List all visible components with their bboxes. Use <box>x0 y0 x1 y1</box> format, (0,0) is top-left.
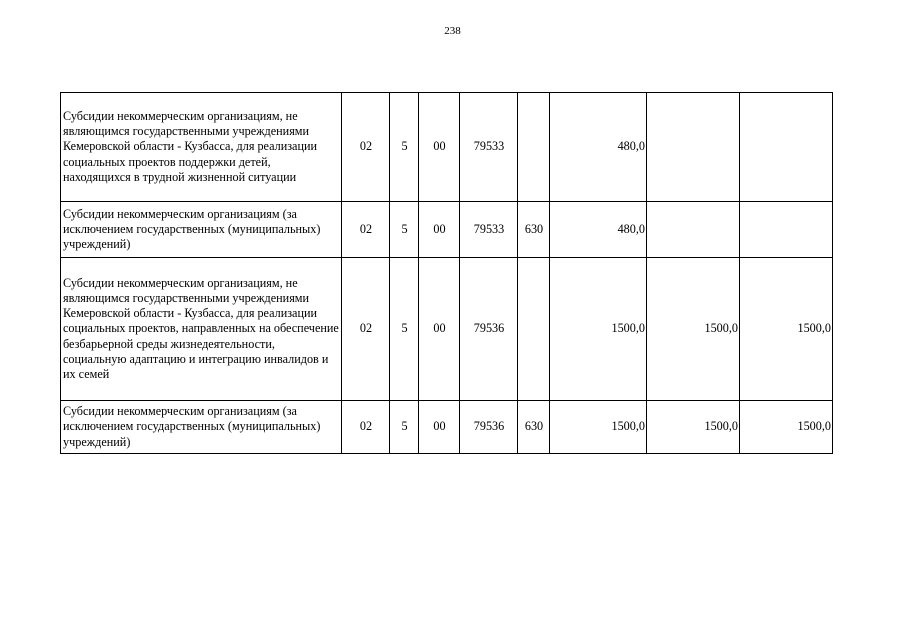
direction-code-cell: 79536 <box>460 401 518 454</box>
table-row <box>61 93 833 202</box>
section-code-cell: 02 <box>342 401 390 454</box>
direction-code-cell: 79536 <box>460 258 518 401</box>
subprogram-code-cell: 00 <box>419 258 460 401</box>
program-code-cell: 5 <box>390 401 419 454</box>
amount-year2-cell <box>647 93 740 202</box>
expense-type-cell: 630 <box>518 401 550 454</box>
page-number: 238 <box>444 25 461 37</box>
subprogram-code-cell: 00 <box>419 93 460 202</box>
table-row <box>61 202 833 258</box>
subprogram-code-cell: 00 <box>419 202 460 258</box>
amount-year3-cell <box>740 93 833 202</box>
amount-year2-cell: 1500,0 <box>647 258 740 401</box>
budget-table <box>60 92 833 454</box>
table-row <box>61 401 833 454</box>
expense-type-cell <box>518 258 550 401</box>
table-row <box>61 258 833 401</box>
program-code-cell: 5 <box>390 258 419 401</box>
row-name-cell: Субсидии некоммерческим организациям, не являющимся государственными учреждениями Кемеровской области - Кузбасса, для реализации социальных проектов, направленных на обеспечение безбарьерной среды жизнедеятельности, социальную адаптацию и интеграцию инвалидов и их семей <box>61 258 342 401</box>
expense-type-cell <box>518 93 550 202</box>
amount-year3-cell: 1500,0 <box>740 401 833 454</box>
amount-year1-cell: 480,0 <box>550 93 647 202</box>
amount-year3-cell: 1500,0 <box>740 258 833 401</box>
amount-year1-cell: 1500,0 <box>550 401 647 454</box>
section-code-cell: 02 <box>342 258 390 401</box>
direction-code-cell: 79533 <box>460 93 518 202</box>
row-name-cell: Субсидии некоммерческим организациям (за исключением государственных (муниципальных) учреждений) <box>61 202 342 258</box>
expense-type-cell: 630 <box>518 202 550 258</box>
amount-year3-cell <box>740 202 833 258</box>
amount-year2-cell: 1500,0 <box>647 401 740 454</box>
amount-year1-cell: 1500,0 <box>550 258 647 401</box>
subprogram-code-cell: 00 <box>419 401 460 454</box>
program-code-cell: 5 <box>390 93 419 202</box>
section-code-cell: 02 <box>342 93 390 202</box>
amount-year2-cell <box>647 202 740 258</box>
direction-code-cell: 79533 <box>460 202 518 258</box>
row-name-cell: Субсидии некоммерческим организациям, не являющимся государственными учреждениями Кемеровской области - Кузбасса, для реализации социальных проектов поддержки детей, находящихся в трудной жизненной ситуации <box>61 93 342 202</box>
section-code-cell: 02 <box>342 202 390 258</box>
program-code-cell: 5 <box>390 202 419 258</box>
row-name-cell: Субсидии некоммерческим организациям (за исключением государственных (муниципальных) учреждений) <box>61 401 342 454</box>
amount-year1-cell: 480,0 <box>550 202 647 258</box>
